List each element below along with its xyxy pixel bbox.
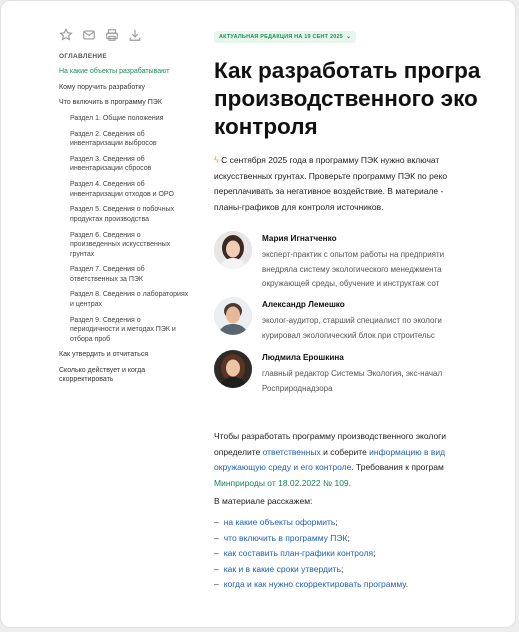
- edition-badge-label: АКТУАЛЬНАЯ РЕДАКЦИЯ НА 19 СЕНТ 2025: [219, 34, 343, 40]
- author-card: [214, 231, 514, 297]
- body-paragraph: Чтобы разработать программу производственного экологи определите ответственных и соберите информацию в вид окружающую среду и его контроле. Требования к програм Минприроды от 18.02.2022 № 109.: [214, 431, 447, 488]
- toc-item[interactable]: Раздел 4. Сведения об инвентаризации отходов и ОРО: [70, 181, 174, 198]
- toc-item[interactable]: Раздел 3. Сведения об инвентаризации сбросов: [70, 155, 152, 173]
- download-icon[interactable]: [127, 27, 142, 42]
- title-line: производственного эко: [214, 86, 478, 111]
- list-dash: –: [214, 532, 219, 543]
- list-intro: В материале расскажем:: [214, 496, 313, 506]
- list-item-end: ;: [347, 532, 350, 543]
- article-toolbar: [58, 27, 142, 42]
- list-dash: –: [214, 517, 219, 527]
- intro-line: планы-графиков для контроля источников.: [214, 201, 384, 212]
- mail-icon[interactable]: [81, 27, 96, 42]
- intro-line: переплачивать за негативное воздействие. В материале -: [214, 186, 444, 196]
- toc-item[interactable]: Сколько действует и когда скорректировать: [59, 366, 146, 384]
- star-icon[interactable]: [58, 27, 73, 42]
- avatar: [214, 231, 252, 269]
- topic-list: [214, 515, 408, 593]
- table-of-contents: [59, 67, 189, 391]
- author-description: эксперт-практик с опытом работы на предприяти внедряла систему экологического менеджмента окружающей среды, обучение и инструктаж сот: [262, 250, 445, 288]
- authors-list: [214, 231, 514, 416]
- toc-item[interactable]: Раздел 1. Общие положения: [70, 115, 164, 123]
- list-item: [214, 562, 408, 578]
- toc-title: ОГЛАВЛЕНИЕ: [59, 53, 107, 60]
- toc-item[interactable]: Как утвердить и отчитаться: [59, 351, 149, 359]
- avatar: [214, 350, 252, 388]
- title-line: контроля: [214, 114, 318, 139]
- toc-item[interactable]: На какие объекты разрабатывают: [59, 68, 170, 75]
- toc-item[interactable]: Раздел 2. Сведения об инвентаризации выбросов: [70, 130, 157, 148]
- author-description: эколог-аудитор, старший специалист по экологи курировал экологический блок при строительс: [262, 316, 442, 340]
- author-card: [214, 350, 514, 416]
- list-item-link[interactable]: на какие объекты оформить: [223, 517, 336, 527]
- lightning-icon: ϟ: [214, 155, 219, 165]
- list-item: [214, 515, 408, 531]
- toc-item[interactable]: Раздел 7. Сведения об ответственных за ПЭК: [70, 266, 145, 283]
- list-item: [214, 577, 408, 593]
- toc-item[interactable]: Раздел 5. Сведения о побочных продуктах производства: [70, 206, 175, 223]
- edition-badge[interactable]: [214, 31, 356, 43]
- toc-item[interactable]: Раздел 8. Сведения о лабораториях и центрах: [70, 291, 189, 308]
- author-description: главный редактор Системы Экология, экс-начал Росприроднадзора: [262, 369, 443, 393]
- link-responsible[interactable]: ответственных: [262, 446, 321, 457]
- link-information[interactable]: информацию в вид: [369, 446, 446, 457]
- author-name: Александр Лемешко: [262, 300, 345, 309]
- author-name: Мария Игнатченко: [262, 234, 337, 243]
- list-item-link[interactable]: когда и как нужно скорректировать программу: [223, 579, 406, 589]
- list-item-link[interactable]: как составить план-графики контроля: [223, 548, 374, 558]
- toc-item[interactable]: Что включить в программу ПЭК: [59, 99, 162, 107]
- list-item: [214, 546, 408, 562]
- toc-item[interactable]: Раздел 9. Сведения о периодичности и методах ПЭК и отбора проб: [70, 316, 176, 343]
- intro-line: искусственных грунтах. Проверьте программу ПЭК по реко: [214, 170, 448, 181]
- title-line: Как разработать програ: [214, 58, 481, 83]
- toc-item[interactable]: Раздел 6. Сведения о произведенных искусственных грунтах: [70, 231, 171, 258]
- link-order[interactable]: Минприроды от 18.02.2022 № 109: [214, 477, 349, 488]
- page-title: [214, 57, 514, 141]
- list-item: [214, 531, 408, 547]
- print-icon[interactable]: [104, 27, 119, 42]
- author-card: [214, 297, 514, 350]
- link-environment-impact[interactable]: окружающую среду и его контроле: [214, 462, 352, 472]
- list-item-link[interactable]: как и в какие сроки утвердить: [223, 563, 342, 574]
- list-item-end: .: [405, 579, 409, 589]
- toc-item[interactable]: Кому поручить разработку: [59, 83, 145, 91]
- avatar: [214, 297, 252, 335]
- intro-paragraph: [214, 153, 514, 215]
- list-dash: –: [214, 548, 219, 558]
- list-item-end: ;: [373, 548, 376, 558]
- list-dash: –: [214, 579, 219, 589]
- list-item-end: ;: [335, 517, 338, 527]
- list-item-end: ;: [341, 563, 344, 574]
- author-name: Людмила Ерошкина: [262, 353, 344, 362]
- chevron-down-icon: ⌄: [346, 34, 352, 40]
- intro-line: С сентября 2025 года в программу ПЭК нужно включат: [221, 155, 440, 165]
- list-item-link[interactable]: что включить в программу ПЭК: [223, 532, 348, 543]
- list-dash: –: [214, 563, 219, 574]
